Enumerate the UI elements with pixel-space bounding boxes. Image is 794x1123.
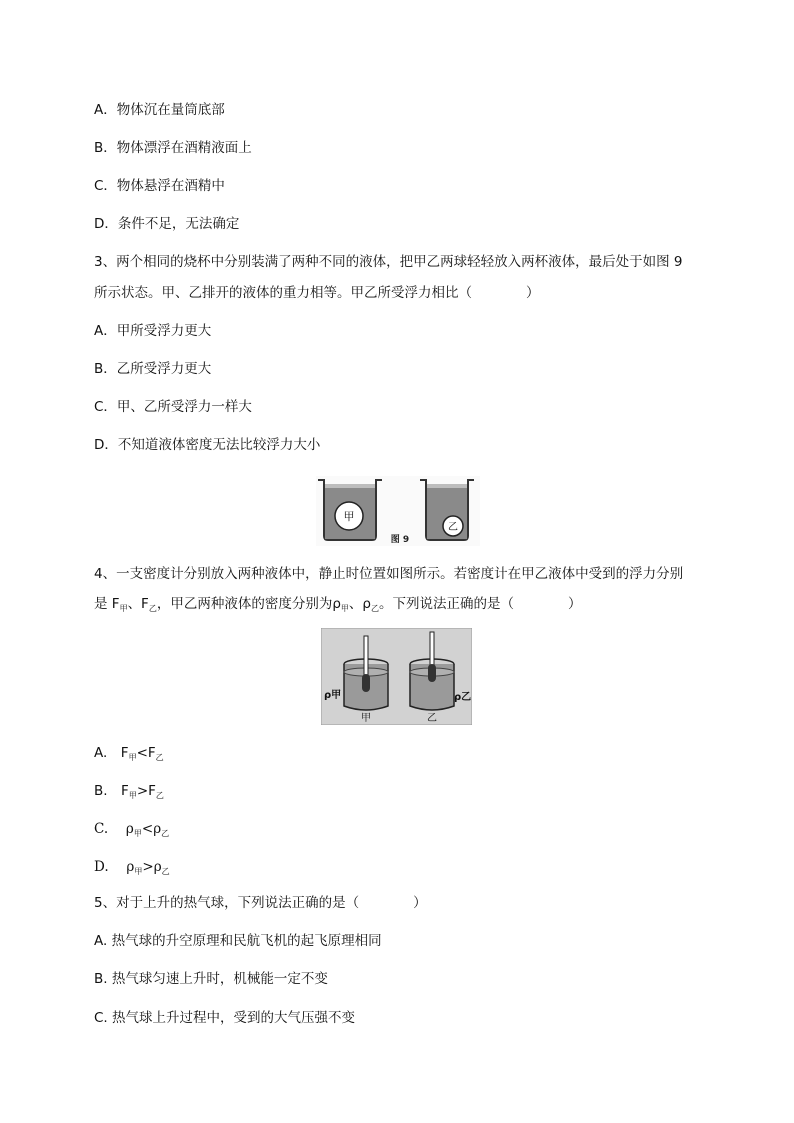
- q4-stem-part-a: 是 F: [94, 596, 120, 612]
- q3-stem-line1: 3、两个相同的烧杯中分别装满了两种不同的液体，把甲乙两球轻轻放入两杯液体，最后处于如图 9: [94, 254, 683, 270]
- fig9-caption: 图 9: [390, 535, 410, 545]
- figure-9: [316, 476, 480, 546]
- fig9-ball-left-label: 甲: [343, 510, 355, 523]
- q3-option-b: B．乙所受浮力更大: [94, 361, 212, 377]
- q4-opt-c-operator: <: [141, 821, 154, 837]
- q4-opt-d-sub-yi: 乙: [161, 867, 170, 876]
- q5-option-b: B. 热气球匀速上升时，机械能一定不变: [94, 971, 328, 987]
- q4-opt-c-sub-jia: 甲: [133, 829, 142, 838]
- q4-option-b: [94, 782, 164, 802]
- q4-stem-part-e: 。下列说法正确的是（ ）: [378, 596, 582, 612]
- q4-opt-a-rhs: F: [147, 745, 156, 761]
- q5-option-a: A. 热气球的升空原理和民航飞机的起飞原理相同: [94, 933, 382, 949]
- q3-option-d: D．不知道液体密度无法比较浮力大小: [94, 437, 321, 453]
- q4-stem-line1: 4、一支密度计分别放入两种液体中，静止时位置如图所示。若密度计在甲乙液体中受到的浮力分别: [94, 566, 684, 582]
- q4-opt-a-sub-yi: 乙: [155, 753, 164, 762]
- q4-sub-yi-2: 乙: [370, 604, 379, 613]
- q3-option-c: C．甲、乙所受浮力一样大: [94, 399, 252, 415]
- q4-stem-part-b: 、F: [127, 596, 149, 612]
- q4-stem-part-c: ，甲乙两种液体的密度分别为ρ: [156, 596, 341, 612]
- q2-option-b: B．物体漂浮在酒精液面上: [94, 140, 252, 156]
- q4-opt-a-sub-jia: 甲: [128, 753, 137, 762]
- q4-sub-jia-2: 甲: [340, 604, 349, 613]
- q4-option-d: [94, 858, 170, 878]
- q3-option-a: A．甲所受浮力更大: [94, 323, 212, 339]
- q2-option-a: A．物体沉在量筒底部: [94, 102, 225, 118]
- q2-option-c: C．物体悬浮在酒精中: [94, 178, 225, 194]
- q4-opt-b-lhs: B. F: [94, 783, 129, 799]
- fig4-label-right: 乙: [427, 713, 437, 724]
- fig9-ball-right-label: 乙: [448, 522, 458, 533]
- q4-sub-yi-1: 乙: [148, 604, 157, 613]
- q4-stem-part-d: 、ρ: [348, 596, 371, 612]
- q4-opt-a-operator: <: [136, 745, 148, 761]
- fig4-rho-left: ρ甲: [324, 690, 342, 701]
- q4-opt-c-lhs: C. ρ: [94, 821, 134, 837]
- q4-opt-d-rhs: ρ: [153, 859, 162, 875]
- q4-sub-jia-1: 甲: [119, 604, 128, 613]
- q4-option-c: [94, 820, 169, 840]
- q4-opt-b-sub-yi: 乙: [155, 791, 164, 800]
- q4-opt-c-sub-yi: 乙: [161, 829, 170, 838]
- q4-opt-a-lhs: A. F: [94, 745, 129, 761]
- q4-opt-b-operator: >: [136, 783, 149, 799]
- q2-option-d: D．条件不足，无法确定: [94, 216, 240, 232]
- q4-stem-line2: [94, 595, 581, 615]
- q4-opt-b-rhs: F: [148, 783, 156, 799]
- q3-stem-line2: 所示状态。甲、乙排开的液体的重力相等。甲乙所受浮力相比（ ）: [94, 285, 540, 301]
- q5-option-c: C. 热气球上升过程中，受到的大气压强不变: [94, 1010, 356, 1026]
- q4-opt-b-sub-jia: 甲: [128, 791, 137, 800]
- q4-option-a: [94, 744, 164, 764]
- fig4-rho-right: ρ乙: [454, 692, 472, 703]
- q4-opt-c-rhs: ρ: [153, 821, 162, 837]
- q4-opt-d-operator: >: [142, 859, 154, 875]
- figure-hydrometer: [321, 628, 472, 725]
- fig4-label-left: 甲: [361, 713, 371, 724]
- q4-opt-d-lhs: D. ρ: [94, 859, 135, 875]
- q4-opt-d-sub-jia: 甲: [134, 867, 143, 876]
- q5-stem: 5、对于上升的热气球，下列说法正确的是（ ）: [94, 895, 427, 911]
